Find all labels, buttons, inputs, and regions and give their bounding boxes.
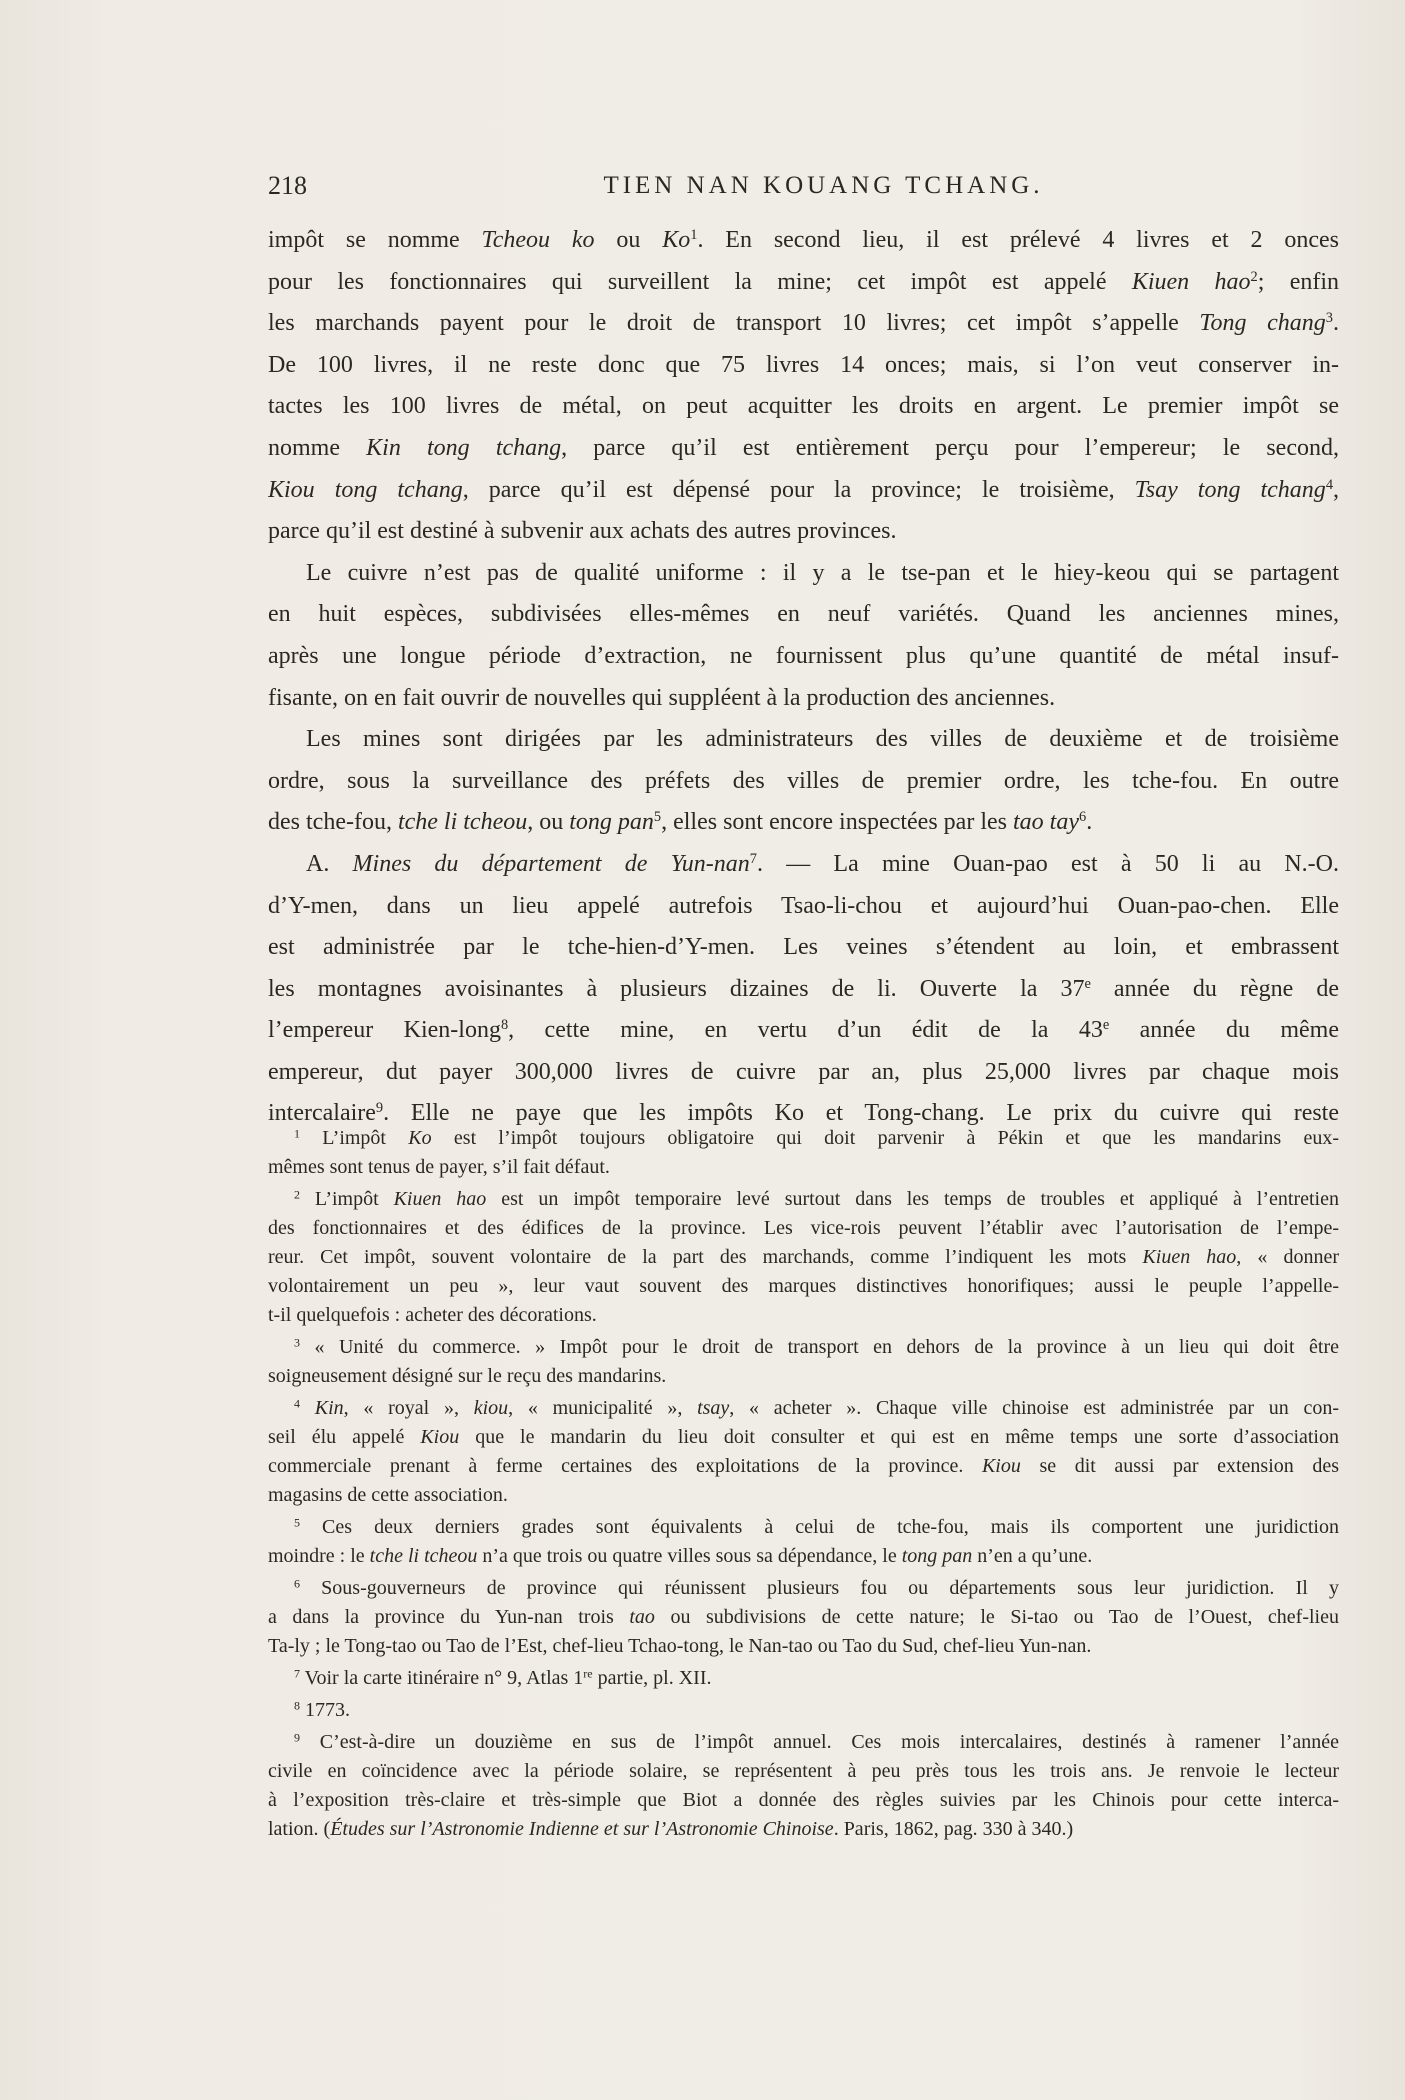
text-run: , [1333,476,1339,503]
text-run: Ces deux derniers grades sont équivalents à celui de tche-fou, mais ils comportent une juridiction [300,1516,1339,1538]
text-run: . [1333,310,1339,337]
text-line [268,470,1339,512]
footnote-marker: e [1102,1017,1110,1034]
footnote [268,1696,1339,1725]
text-run: seil élu appelé [268,1426,421,1448]
text-run: . Elle ne paye que les impôts Ko et Tong-chang. Le prix du cuivre qui reste [383,1100,1339,1127]
text-run: magasins de cette association. [268,1484,508,1506]
text-run: ; enfin [1257,268,1339,295]
text-run: , « donner [1236,1246,1339,1268]
italic-term: Kin tong tchang [366,434,562,461]
footnote [268,1185,1339,1330]
text-line [268,303,1339,345]
text-run: les montagnes avoisinantes à plusieurs dizaines de li. Ouverte la 37 [268,975,1085,1002]
text-line [268,1632,1339,1661]
text-line [268,1815,1339,1844]
text-run: des fonctionnaires et des édifices de la province. Les vice-rois peuvent l’établir avec l’autorisation de l’empe- [268,1217,1339,1239]
text-run: moindre : le [268,1545,370,1567]
italic-term: Tcheou ko [481,227,595,253]
text-line [268,1423,1339,1452]
italic-term: Tong chang [1199,310,1326,337]
text-line [268,1452,1339,1481]
text-run: L’impôt [300,1188,394,1210]
italic-term: tche li tcheou [397,809,528,836]
text-line [268,1272,1339,1301]
text-run: à l’exposition très-claire et très-simple que Biot a donnée des règles suivies par les Chinois pour cette interca- [268,1789,1339,1811]
italic-term: tong pan [569,809,654,836]
italic-term: Kiou tong tchang [268,476,463,503]
footnotes [268,1121,1339,1844]
text-line [268,1394,1339,1423]
text-line [268,1153,1339,1182]
italic-term: Kiuen hao [393,1188,487,1210]
footnote-marker: 8 [294,1698,300,1713]
italic-term: Kiuen hao [1131,268,1251,295]
text-line [268,927,1339,969]
text-run: mêmes sont tenus de payer, s’il fait défaut. [268,1156,610,1178]
italic-term: Mines du département de Yun-nan [352,850,750,877]
text-run: l’empereur Kien-long [268,1017,501,1044]
text-run: tactes les 100 livres de métal, on peut acquitter les droits en argent. Le premier impôt se [268,393,1339,420]
text-run: , « municipalité », [508,1397,698,1419]
text-run: Voir la carte itinéraire n° 9, Atlas 1 [300,1667,584,1689]
page-number: 218 [268,171,307,200]
text-run: parce qu’il est destiné à subvenir aux achats des autres provinces. [268,518,897,545]
text-line [268,1214,1339,1243]
text-line [268,1786,1339,1815]
text-run: impôt se nomme [268,227,482,253]
footnote-marker: 6 [294,1576,300,1591]
text-line [268,1664,1339,1693]
text-line [268,1542,1339,1571]
text-run: Le cuivre n’est pas de qualité uniforme : il y a le tse-pan et le hiey-keou qui se partagent [306,559,1339,586]
text-run: a dans la province du Yun-nan trois [268,1606,630,1628]
text-run: est l’impôt toujours obligatoire qui doit parvenir à Pékin et que les mandarins eux- [431,1127,1339,1149]
text-run: C’est-à-dire un douzième en sus de l’impôt annuel. Ces mois intercalaires, destinés à ramener l’année [300,1731,1339,1753]
text-line [268,1243,1339,1272]
text-line [268,969,1339,1011]
text-run: lation. ( [268,1818,331,1840]
text-line [268,386,1339,428]
text-run: volontairement un peu », leur vaut souvent des marques distinctives honorifiques; aussi le peuple l’appelle- [268,1275,1339,1297]
italic-term: tsay [697,1397,730,1419]
page-header [268,166,1339,206]
text-line [268,1010,1339,1052]
text-line [268,553,1339,595]
footnote-marker: 5 [653,809,662,826]
footnote-marker: 1 [294,1126,300,1141]
footnote-marker: 6 [1078,809,1087,826]
text-line [268,1481,1339,1510]
text-run: A. [306,850,353,877]
text-run: partie, pl. XII. [592,1667,712,1689]
footnote-marker: 4 [294,1396,300,1411]
footnote-marker: 4 [1325,476,1334,493]
text-run: . [1086,809,1093,836]
text-line [268,844,1339,886]
footnote-marker: 3 [1325,310,1333,327]
text-run: ou [594,227,663,253]
text-run: des tche-fou, [268,809,398,836]
text-line [268,428,1339,470]
text-line [268,1333,1339,1362]
text-run: soigneusement désigné sur le reçu des mandarins. [268,1365,667,1387]
text-line [268,678,1339,720]
footnote-marker: 1 [690,227,698,244]
text-run: commerciale prenant à ferme certaines des exploitations de la province. [268,1455,982,1477]
text-run: . En second lieu, il est prélevé 4 livres et 2 onces [697,227,1339,253]
text-line [268,1728,1339,1757]
text-line [268,1603,1339,1632]
text-line [268,1124,1339,1153]
italic-term: Ko [662,227,691,253]
italic-term: Tsay tong tchang [1134,476,1326,503]
text-line [268,1574,1339,1603]
footnote-marker: 5 [294,1515,300,1530]
footnote-marker: 9 [375,1100,384,1117]
main-text [268,220,1339,1135]
text-run: que le mandarin du lieu doit consulter et qui est en même temps une sorte d’association [459,1426,1339,1448]
text-line [268,1362,1339,1391]
text-run: est administrée par le tche-hien-d’Y-men. Les veines s’étendent au loin, et embrassent [268,934,1339,961]
footnote-marker: 8 [500,1017,509,1034]
italic-term: Kin [314,1397,344,1419]
text-run: civile en coïncidence avec la période solaire, se représentent à peu près tous les trois ans. Je renvoie le lecteur [268,1760,1339,1782]
text-run: Les mines sont dirigées par les administrateurs des villes de deuxième et de troisième [306,726,1339,753]
text-line [268,594,1339,636]
italic-term: Kiuen hao [1142,1246,1237,1268]
text-run: année du même [1109,1017,1339,1044]
footnote-marker: 7 [294,1666,300,1681]
text-run: Sous-gouverneurs de province qui réunissent plusieurs fou ou départements sous leur juridiction. Il y [300,1577,1339,1599]
text-line [268,719,1339,761]
text-line [268,220,1339,262]
text-run: n’a que trois ou quatre villes sous sa dépendance, le [477,1545,902,1567]
text-run: est un impôt temporaire levé surtout dans les temps de troubles et appliqué à l’entretien [486,1188,1339,1210]
text-run [300,1397,315,1419]
text-run: , cette mine, en vertu d’un édit de la 43 [508,1017,1103,1044]
text-run: ou subdivisions de cette nature; le Si-tao ou Tao de l’Ouest, chef-lieu [654,1606,1339,1628]
text-run: reur. Cet impôt, souvent volontaire de la part des marchands, comme l’indiquent les mots [268,1246,1143,1268]
footnote-marker: 2 [294,1187,300,1202]
text-run: après une longue période d’extraction, ne fournissent plus qu’une quantité de métal insuf- [268,642,1339,669]
text-run: , « royal », [343,1397,474,1419]
text-line [268,1757,1339,1786]
running-title: TIEN NAN KOUANG TCHANG. [603,172,1044,199]
text-line [268,802,1339,844]
text-run: , « acheter ». Chaque ville chinoise est administrée par un con- [729,1397,1339,1419]
italic-term: kiou [473,1397,509,1419]
italic-term: tong pan [901,1545,973,1567]
paragraph [268,553,1339,719]
text-run: , ou [527,809,570,836]
paragraph [268,220,1339,553]
text-run: De 100 livres, il ne reste donc que 75 livres 14 onces; mais, si l’on veut conserver in- [268,351,1339,378]
text-run: année du règne de [1090,975,1339,1002]
italic-term: Kiou [420,1426,460,1448]
text-line [268,886,1339,928]
footnote-marker: 3 [294,1335,300,1350]
text-line [268,636,1339,678]
text-run: les marchands payent pour le droit de transport 10 livres; cet impôt s’appelle [268,310,1200,337]
italic-term: Études sur l’Astronomie Indienne et sur l’Astronomie Chinoise [330,1818,834,1840]
text-line [268,1301,1339,1330]
italic-term: Ko [408,1127,432,1149]
footnote-marker: 7 [749,851,757,867]
text-run: 1773. [300,1699,350,1721]
paragraph [268,844,1339,1135]
footnote [268,1124,1339,1182]
text-run: , elles sont encore inspectées par les [661,809,1013,836]
text-run: pour les fonctionnaires qui surveillent la mine; cet impôt est appelé [268,268,1132,295]
text-line [268,511,1339,553]
text-run: nomme [268,434,367,461]
text-line [268,262,1339,304]
text-run: L’impôt [300,1127,409,1149]
text-run: « Unité du commerce. » Impôt pour le droit de transport en dehors de la province à un lieu qui doit être [300,1336,1339,1358]
footnote-marker: 2 [1250,268,1258,285]
text-run: Ta-ly ; le Tong-tao ou Tao de l’Est, chef-lieu Tchao-tong, le Nan-tao ou Tao du Sud, chef-lieu Yun-nan. [268,1635,1092,1657]
footnote [268,1333,1339,1391]
footnote [268,1728,1339,1844]
text-line [268,1513,1339,1542]
footnote-marker: e [1084,975,1091,992]
text-line [268,761,1339,803]
text-run: empereur, dut payer 300,000 livres de cuivre par an, plus 25,000 livres par chaque mois [268,1058,1339,1085]
text-run: . — La mine Ouan-pao est à 50 li au N.-O. [757,850,1339,877]
text-run: n’en a qu’une. [972,1545,1093,1567]
text-run: se dit aussi par extension des [1020,1455,1339,1477]
footnote [268,1664,1339,1693]
text-line [268,1052,1339,1094]
footnote [268,1394,1339,1510]
text-run: . Paris, 1862, pag. 330 à 340.) [833,1818,1074,1840]
text-line [268,345,1339,387]
footnote-marker: re [583,1666,593,1681]
italic-term: tao [629,1606,655,1628]
text-line [268,1185,1339,1214]
text-run: , parce qu’il est entièrement perçu pour l’empereur; le second, [561,434,1339,461]
text-run: fisante, on en fait ouvrir de nouvelles qui suppléent à la production des anciennes. [268,684,1056,711]
text-run: ordre, sous la surveillance des préfets des villes de premier ordre, les tche-fou. En outre [268,767,1339,794]
text-run: intercalaire [268,1100,376,1127]
text-run: , parce qu’il est dépensé pour la province; le troisième, [462,476,1135,503]
text-line [268,1696,1339,1725]
footnote [268,1574,1339,1661]
text-run: d’Y-men, dans un lieu appelé autrefois Tsao-li-chou et aujourd’hui Ouan-pao-chen. Elle [268,892,1339,919]
text-run: t-il quelquefois : acheter des décorations. [268,1304,597,1326]
footnote-marker: 9 [294,1730,300,1745]
footnote [268,1513,1339,1571]
paragraph [268,719,1339,844]
italic-term: Kiou [981,1455,1021,1477]
text-run: en huit espèces, subdivisées elles-mêmes en neuf variétés. Quand les anciennes mines, [268,601,1339,628]
italic-term: tao tay [1012,809,1079,836]
italic-term: tche li tcheou [369,1545,478,1567]
